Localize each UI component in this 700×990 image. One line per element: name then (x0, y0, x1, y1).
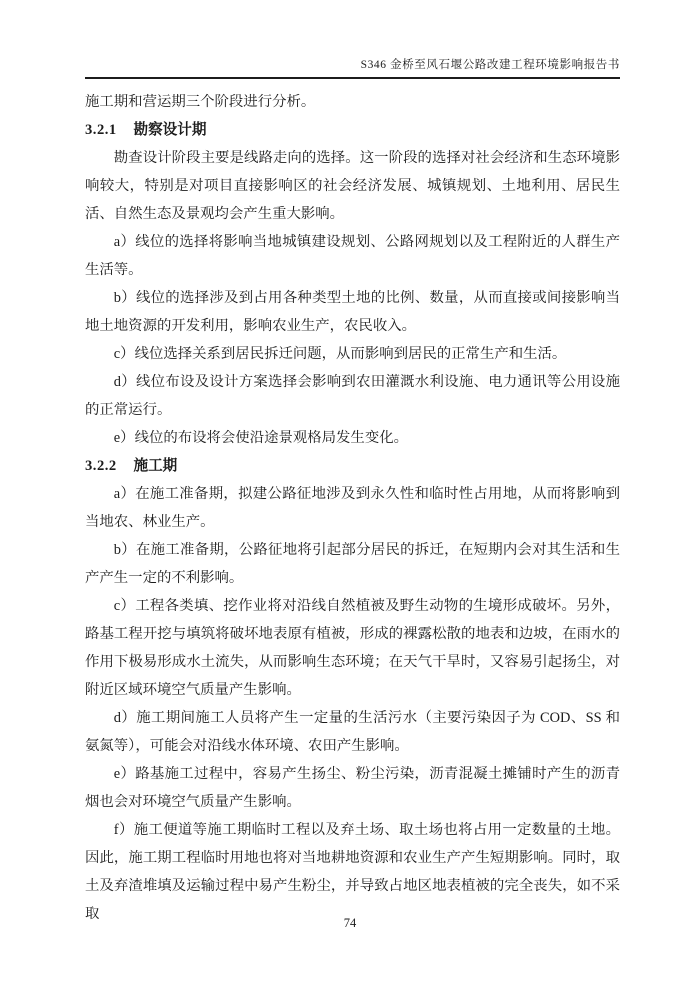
paragraph-continuation: 施工期和营运期三个阶段进行分析。 (85, 94, 316, 110)
section-title: 勘察设计期 (133, 122, 207, 138)
paragraph: e）线位的布设将会使沿途景观格局发生变化。 (113, 430, 408, 446)
paragraph: d）线位布设及设计方案选择会影响到农田灌溉水利设施、电力通讯等公用设施的正常运行。 (85, 374, 620, 418)
paragraph: f）施工便道等施工期临时工程以及弃土场、取土场也将占用一定数量的土地。因此，施工期工程临时用地也将对当地耕地资源和农业生产产生短期影响。同时，取土及弃渣堆填及运输过程中易产生粉尘，并导致占地区地表植被的完全丧失，如不采取 (85, 822, 620, 922)
running-header (85, 56, 620, 79)
paragraph: a）在施工准备期，拟建公路征地涉及到永久性和临时性占用地，从而将影响到当地农、林业生产。 (85, 486, 620, 530)
paragraph: 勘查设计阶段主要是线路走向的选择。这一阶段的选择对社会经济和生态环境影响较大，特别是对项目直接影响区的社会经济发展、城镇规划、土地利用、居民生活、自然生态及景观均会产生重大影响。 (85, 150, 620, 222)
section-heading-3-2-2 (85, 452, 620, 480)
section-title: 施工期 (133, 458, 178, 474)
section-number: 3.2.1 (85, 122, 117, 138)
paragraph: a）线位的选择将影响当地城镇建设规划、公路网规划以及工程附近的人群生产生活等。 (85, 234, 620, 278)
paragraph: b）线位的选择涉及到占用各种类型土地的比例、数量，从而直接或间接影响当地土地资源的开发利用，影响农业生产，农民收入。 (85, 290, 620, 334)
paragraph: e）路基施工过程中，容易产生扬尘、粉尘污染，沥青混凝土摊铺时产生的沥青烟也会对环境空气质量产生影响。 (85, 766, 620, 810)
paragraph: b）在施工准备期，公路征地将引起部分居民的拆迁，在短期内会对其生活和生产产生一定的不利影响。 (85, 542, 620, 586)
section-heading-3-2-1 (85, 116, 620, 144)
running-header-title: S346 金桥至风石堰公路改建工程环境影响报告书 (360, 59, 620, 71)
paragraph: c）工程各类填、挖作业将对沿线自然植被及野生动物的生境形成破坏。另外，路基工程开挖与填筑将破坏地表原有植被，形成的裸露松散的地表和边坡，在雨水的作用下极易形成水土流失，从而影响生态环境；在天气干旱时，又容易引起扬尘，对附近区域环境空气质量产生影响。 (85, 598, 620, 698)
page-footer (0, 916, 700, 931)
page-number: 74 (343, 916, 357, 930)
body-text (85, 88, 620, 928)
paragraph: d）施工期间施工人员将产生一定量的生活污水（主要污染因子为 COD、SS 和氨氮等），可能会对沿线水体环境、农田产生影响。 (85, 710, 620, 754)
section-number: 3.2.2 (85, 458, 117, 474)
paragraph: c）线位选择关系到居民拆迁问题，从而影响到居民的正常生产和生活。 (113, 346, 567, 362)
